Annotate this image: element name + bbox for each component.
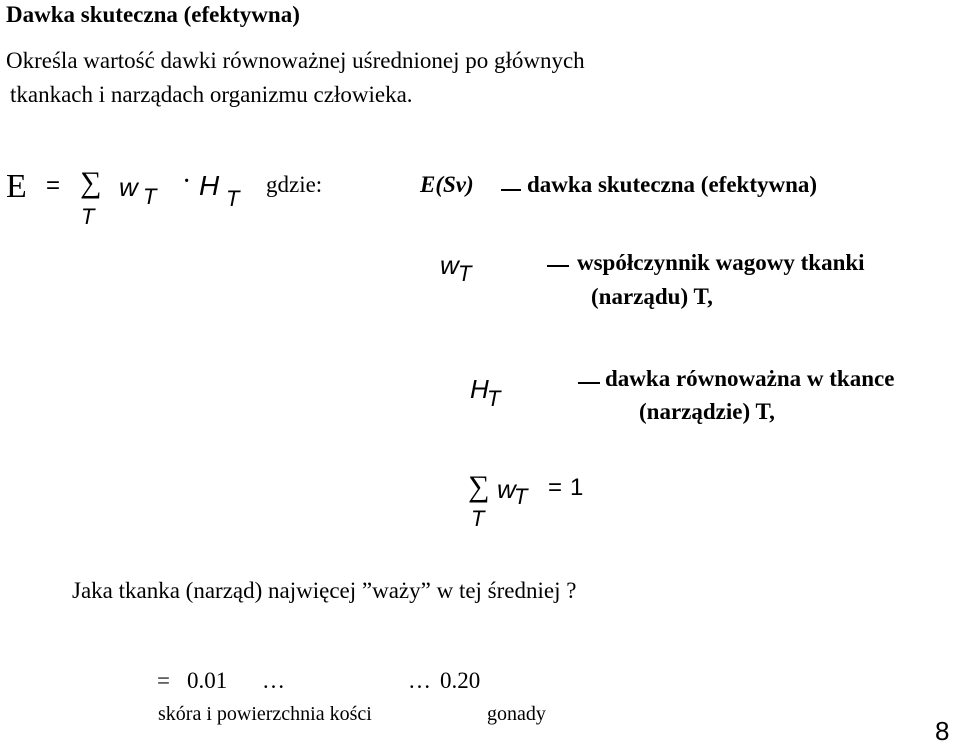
dash [501, 189, 521, 191]
formula-dot: · [182, 166, 192, 197]
formula-lhs: E [6, 168, 27, 205]
definition-h-subscript: T [487, 386, 501, 411]
sum-symbol: ∑ [80, 166, 102, 199]
condition-w-subscript: T [514, 484, 528, 509]
formula-w: w [119, 172, 138, 202]
definition-w-text-line-2: (narządu) T, [591, 284, 713, 309]
definition-w-text-line-1: współczynnik wagowy tkanki [577, 250, 865, 275]
description-line-1: Określa wartość dawki równoważnej uśrednionej po głównych [6, 48, 585, 73]
definition-e-text: dawka skuteczna (efektywna) [527, 172, 818, 197]
sum-index: T [471, 506, 485, 531]
definition-e-symbol: E(Sv) [420, 172, 474, 197]
definition-w-symbol: w [440, 250, 459, 280]
definition-h-symbol: H [470, 374, 489, 404]
description-line-2: tkankach i narządach organizmu człowieka. [10, 82, 413, 107]
formula-h: H [199, 170, 220, 201]
dash [578, 382, 600, 384]
range-ellipsis: … [408, 668, 431, 693]
condition-value: 1 [570, 474, 584, 501]
formula-equals: = [46, 172, 61, 199]
dash [547, 265, 569, 267]
page-number: 8 [935, 716, 950, 746]
definition-h-text-line-2: (narządzie) T, [639, 399, 775, 424]
sum-index: T [81, 204, 95, 229]
sum-symbol: ∑ [468, 470, 490, 503]
range-min-label: skóra i powierzchnia kości [158, 703, 372, 725]
range-max-label: gonady [487, 703, 546, 725]
condition-equals: = [548, 474, 563, 501]
condition-w: w [497, 474, 516, 504]
range-max-value: 0.20 [440, 668, 481, 693]
formula-w-subscript: T [143, 184, 157, 209]
question-text: Jaka tkanka (narząd) najwięcej ”waży” w tej średniej ? [72, 578, 577, 603]
definition-w-subscript: T [458, 261, 472, 286]
range-equals: = [157, 668, 170, 693]
range-min-value: 0.01 [187, 668, 228, 693]
range-ellipsis: … [262, 668, 285, 693]
definition-h-text-line-1: dawka równoważna w tkance [605, 366, 895, 391]
formula-h-subscript: T [226, 186, 240, 211]
where-label: gdzie: [266, 172, 323, 197]
slide-title: Dawka skuteczna (efektywna) [6, 2, 300, 27]
